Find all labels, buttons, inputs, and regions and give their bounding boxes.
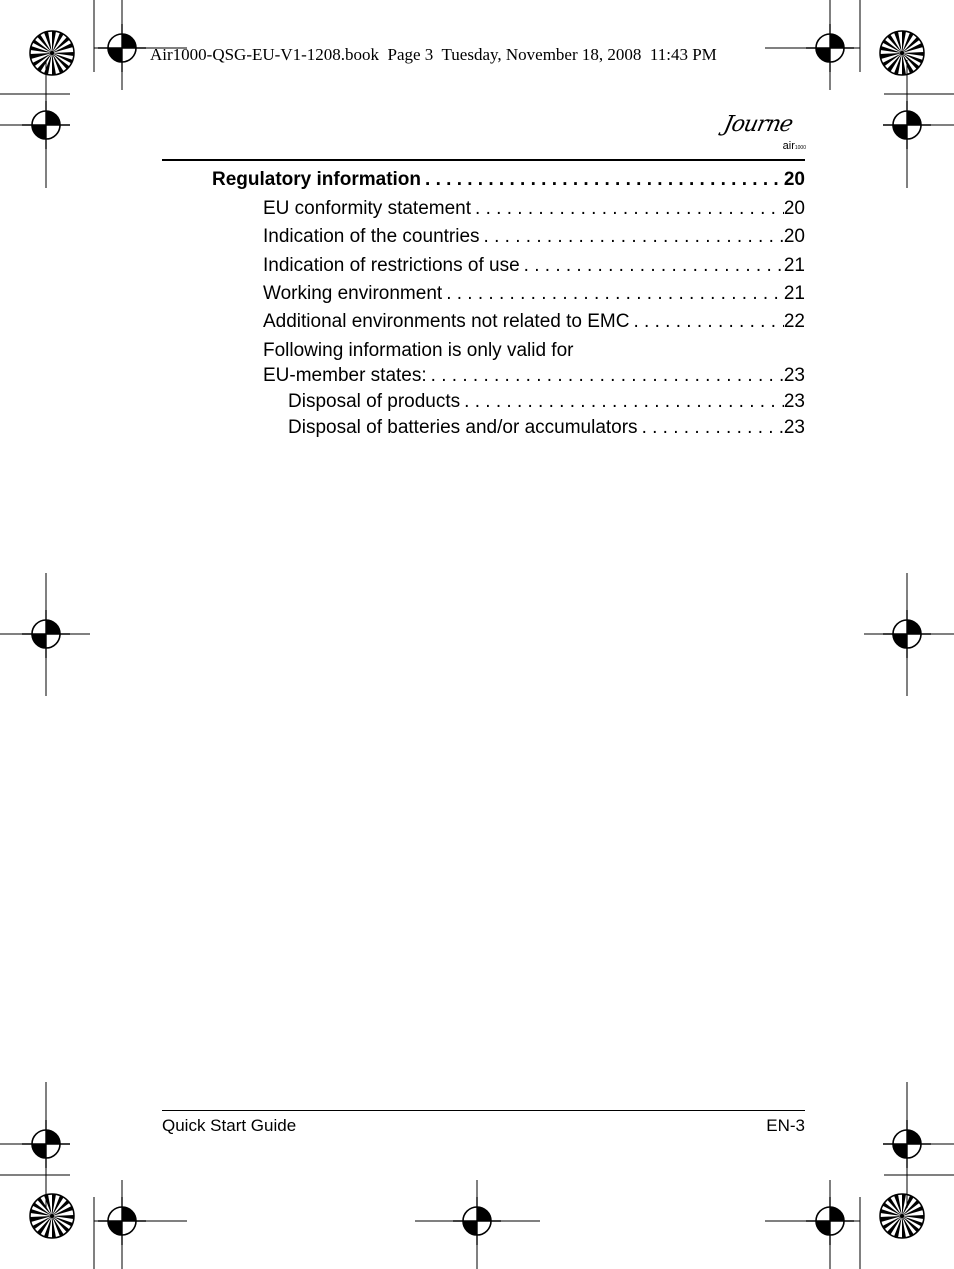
toc-heading-entry[interactable] bbox=[212, 169, 805, 191]
toc-entry-label: Disposal of batteries and/or accumulators bbox=[288, 417, 638, 438]
toc-heading-label: Regulatory information bbox=[212, 169, 422, 190]
toc-sub-entry[interactable] bbox=[288, 417, 805, 439]
toc-leader-dots bbox=[480, 226, 784, 248]
toc-entry-label: Disposal of products bbox=[288, 391, 461, 412]
logo-script-text: Journe bbox=[721, 112, 795, 137]
toc-leader-dots bbox=[638, 417, 784, 439]
toc-entry-page: 22 bbox=[783, 311, 805, 332]
toc-leader-dots bbox=[460, 391, 784, 413]
toc-entry-label: Additional environments not related to EMC bbox=[263, 311, 630, 332]
toc-entry-label: Working environment bbox=[263, 283, 443, 304]
toc-entry[interactable] bbox=[263, 255, 805, 277]
toc-entry[interactable] bbox=[263, 226, 805, 248]
toc-leader-dots bbox=[421, 169, 784, 191]
toc-entry[interactable] bbox=[263, 311, 805, 333]
toc-leader-dots bbox=[471, 198, 784, 220]
toc-entry-page: 21 bbox=[783, 283, 805, 304]
toc-heading-page: 20 bbox=[783, 169, 805, 190]
starburst-mark-bottom-right bbox=[880, 1194, 924, 1238]
logo-product-text: air1000 bbox=[782, 140, 806, 152]
toc-entry-page: 20 bbox=[783, 226, 805, 247]
toc-leader-dots bbox=[442, 283, 784, 305]
toc-entry-page: 20 bbox=[783, 198, 805, 219]
toc-multiline-entry[interactable] bbox=[263, 365, 805, 387]
header-rule bbox=[162, 159, 805, 161]
toc-entry-page: 23 bbox=[783, 417, 805, 438]
footer-title: Quick Start Guide bbox=[162, 1116, 297, 1135]
toc-multiline-first-line[interactable]: Following information is only valid for bbox=[263, 340, 574, 361]
toc-entry-label: Indication of restrictions of use bbox=[263, 255, 520, 276]
print-slug: Air1000-QSG-EU-V1-1208.book Page 3 Tuesday, November 18, 2008 11:43 PM bbox=[150, 45, 717, 64]
starburst-mark-top-right bbox=[880, 31, 924, 75]
footer-rule bbox=[162, 1110, 805, 1111]
toc-leader-dots bbox=[427, 365, 784, 387]
starburst-mark-bottom-left bbox=[30, 1194, 74, 1238]
toc-entry-page: 23 bbox=[783, 391, 805, 412]
toc-entry-label: EU conformity statement bbox=[263, 198, 472, 219]
toc-entry-label: Indication of the countries bbox=[263, 226, 480, 247]
toc-entry-label: EU-member states: bbox=[263, 365, 427, 386]
toc-leader-dots bbox=[629, 311, 783, 333]
toc-leader-dots bbox=[520, 255, 784, 277]
brand-logo bbox=[722, 112, 808, 158]
starburst-mark-top-left bbox=[30, 31, 74, 75]
toc-sub-entry[interactable] bbox=[288, 391, 805, 413]
toc-entry-page: 23 bbox=[783, 365, 805, 386]
toc-entry[interactable] bbox=[263, 198, 805, 220]
toc-entry[interactable] bbox=[263, 283, 805, 305]
toc-entry-page: 21 bbox=[783, 255, 805, 276]
footer-page-number: EN-3 bbox=[766, 1116, 805, 1135]
